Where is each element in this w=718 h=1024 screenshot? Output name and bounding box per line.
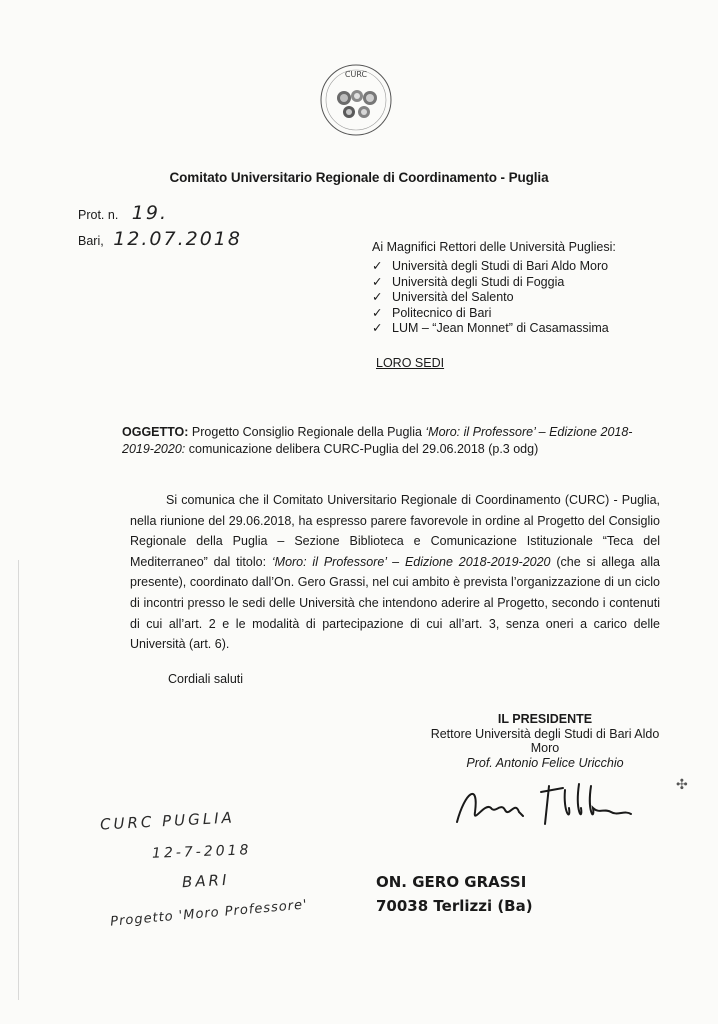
body-project-title: ‘Moro: il Professore’ – Edizione 2018-2019-2020	[271, 554, 551, 569]
subject-title: ‘Moro: il Professore’ – Edizione 2018-2019-2020:	[122, 425, 633, 456]
protocol-line	[78, 202, 168, 224]
address-stamp	[376, 870, 533, 918]
recipient-name: Università del Salento	[392, 290, 514, 304]
stamp-line2: 70038 Terlizzi (Ba)	[376, 897, 533, 915]
subject-paragraph	[122, 424, 662, 458]
recipients-intro: Ai Magnifici Rettori delle Università Pugliesi:	[372, 240, 616, 254]
committee-header: Comitato Universitario Regionale di Coordinamento - Puglia	[169, 170, 549, 185]
handwritten-signature	[445, 772, 645, 834]
body-text-part1: Si comunica che il Comitato Universitario Regionale di Coordinamento (CURC) - Puglia, nella riunione del 29.06.2018, ha espresso parere favorevole in ordine al Progetto del Consiglio Regionale della Puglia – Sezione Biblioteca e Comunicazione Istituzionale “Teca del Mediterraneo” dal titolo:	[130, 493, 660, 569]
closing-greeting: Cordiali saluti	[168, 672, 244, 686]
signature-title: IL PRESIDENTE	[497, 712, 593, 726]
scan-mark-icon: ✣	[676, 776, 688, 792]
check-icon: ✓	[372, 259, 383, 273]
subject-text-after: comunicazione delibera CURC-Puglia del 29.06.2018 (p.3 odg)	[185, 442, 539, 456]
recipient-name: Politecnico di Bari	[392, 305, 492, 320]
recipients-block	[372, 240, 616, 337]
signature-role-line2: Moro	[530, 741, 560, 755]
list-item	[372, 290, 616, 306]
scan-edge-line	[18, 560, 19, 1000]
recipients-list	[372, 259, 616, 337]
logo-text: CURC	[344, 70, 368, 79]
signature-role-line1: Rettore Università degli Studi di Bari Aldo	[430, 726, 660, 741]
handwritten-notes	[100, 808, 340, 948]
curc-logo	[318, 62, 394, 138]
list-item	[372, 259, 616, 275]
recipient-name: Università degli Studi di Bari Aldo Moro	[392, 259, 609, 273]
date-label: Bari,	[78, 234, 104, 248]
handnote-line: Progetto 'Moro Professore'	[109, 897, 309, 930]
list-item	[372, 275, 616, 291]
signature-block	[380, 712, 710, 770]
subject-text-before: Progetto Consiglio Regionale della Puglia	[188, 425, 426, 439]
list-item	[372, 321, 616, 337]
protocol-label: Prot. n.	[78, 208, 119, 222]
check-icon: ✓	[372, 290, 383, 304]
subject-label: OGGETTO:	[122, 425, 189, 439]
check-icon: ✓	[372, 321, 383, 335]
list-item	[372, 306, 616, 322]
body-paragraph	[130, 490, 660, 655]
check-icon: ✓	[372, 274, 383, 289]
protocol-number: 19.	[131, 202, 168, 224]
handnote-line: CURC PUGLIA	[99, 808, 236, 834]
check-icon: ✓	[372, 305, 383, 320]
loro-sedi: LORO SEDI	[376, 356, 445, 370]
stamp-line1: ON. GERO GRASSI	[376, 873, 527, 891]
recipient-name: LUM – “Jean Monnet” di Casamassima	[392, 321, 609, 335]
handnote-line: 12-7-2018	[151, 842, 252, 862]
recipient-name: Università degli Studi di Foggia	[392, 274, 565, 289]
signature-name: Prof. Antonio Felice Uricchio	[466, 755, 624, 770]
date-value: 12.07.2018	[113, 228, 242, 250]
body-text-part2: (che si allega alla presente), coordinato dall’On. Gero Grassi, nel cui ambito è prevista l’organizzazione di un ciclo di incontri presso le sedi delle Università che intendono aderire al Progetto, secondo i contenuti di cui all’art. 2 e le modalità di partecipazione di cui all’art. 3, senza oneri a carico delle Università (art. 6).	[130, 554, 660, 652]
handnote-line: BARI	[181, 870, 230, 892]
date-line	[78, 228, 242, 250]
